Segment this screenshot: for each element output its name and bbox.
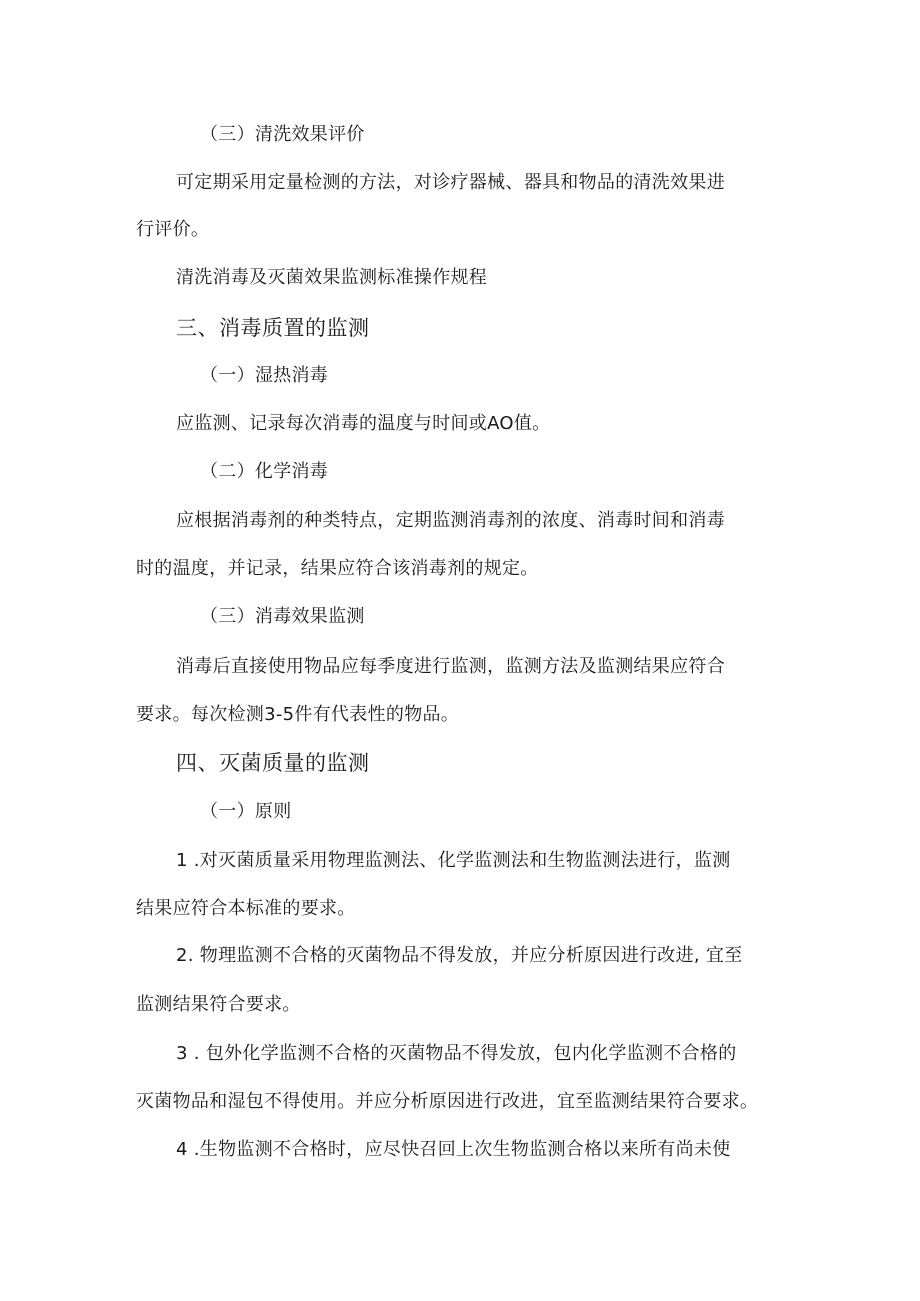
list-item-1-line-1: 1 .对灭菌质量采用物理监测法、化学监测法和生物监测法进行，监测 — [176, 850, 731, 871]
paragraph-sop-title: 清洗消毒及灭菌效果监测标准操作规程 — [176, 267, 488, 288]
list-item-4-line-1: 4 .生物监测不合格时，应尽快召回上次生物监测合格以来所有尚未使 — [176, 1139, 731, 1160]
paragraph-cleaning-line-2: 行评价。 — [136, 219, 210, 240]
section-heading-3: 三、消毒质置的监测 — [176, 316, 370, 340]
subheading-cleaning-evaluation: （三）清洗效果评价 — [200, 124, 365, 145]
list-item-3-line-1: 3 . 包外化学监测不合格的灭菌物品不得发放，包内化学监测不合格的 — [176, 1043, 737, 1064]
list-item-2-line-2: 监测结果符合要求。 — [136, 994, 301, 1015]
subheading-chemical: （二）化学消毒 — [200, 461, 329, 482]
list-item-3-line-2: 灭菌物品和湿包不得使用。并应分析原因进行改进，宜至监测结果符合要求。 — [136, 1091, 759, 1112]
paragraph-effect-line-1: 消毒后直接使用物品应每季度进行监测，监测方法及监测结果应符合 — [176, 656, 725, 677]
subheading-effect: （三）消毒效果监测 — [200, 606, 365, 627]
paragraph-chemical-line-2: 时的温度，并记录，结果应符合该消毒剂的规定。 — [136, 558, 539, 579]
paragraph-cleaning-line-1: 可定期采用定量检测的方法，对诊疗器械、器具和物品的清洗效果进 — [176, 172, 725, 193]
paragraph-chemical-line-1: 应根据消毒剂的种类特点，定期监测消毒剂的浓度、消毒时间和消毒 — [176, 510, 725, 531]
paragraph-moist-heat: 应监测、记录每次消毒的温度与时间或AO值。 — [176, 413, 551, 434]
paragraph-effect-line-2: 要求。每次检测3-5件有代表性的物品。 — [136, 704, 460, 725]
list-item-2-line-1: 2. 物理监测不合格的灭菌物品不得发放，并应分析原因进行改进, 宜至 — [176, 945, 743, 966]
section-heading-4: 四、灭菌质量的监测 — [176, 751, 370, 775]
subheading-moist-heat: （一）湿热消毒 — [200, 365, 329, 386]
list-item-1-line-2: 结果应符合本标准的要求。 — [136, 898, 356, 919]
subheading-principle: （一）原则 — [200, 801, 292, 822]
